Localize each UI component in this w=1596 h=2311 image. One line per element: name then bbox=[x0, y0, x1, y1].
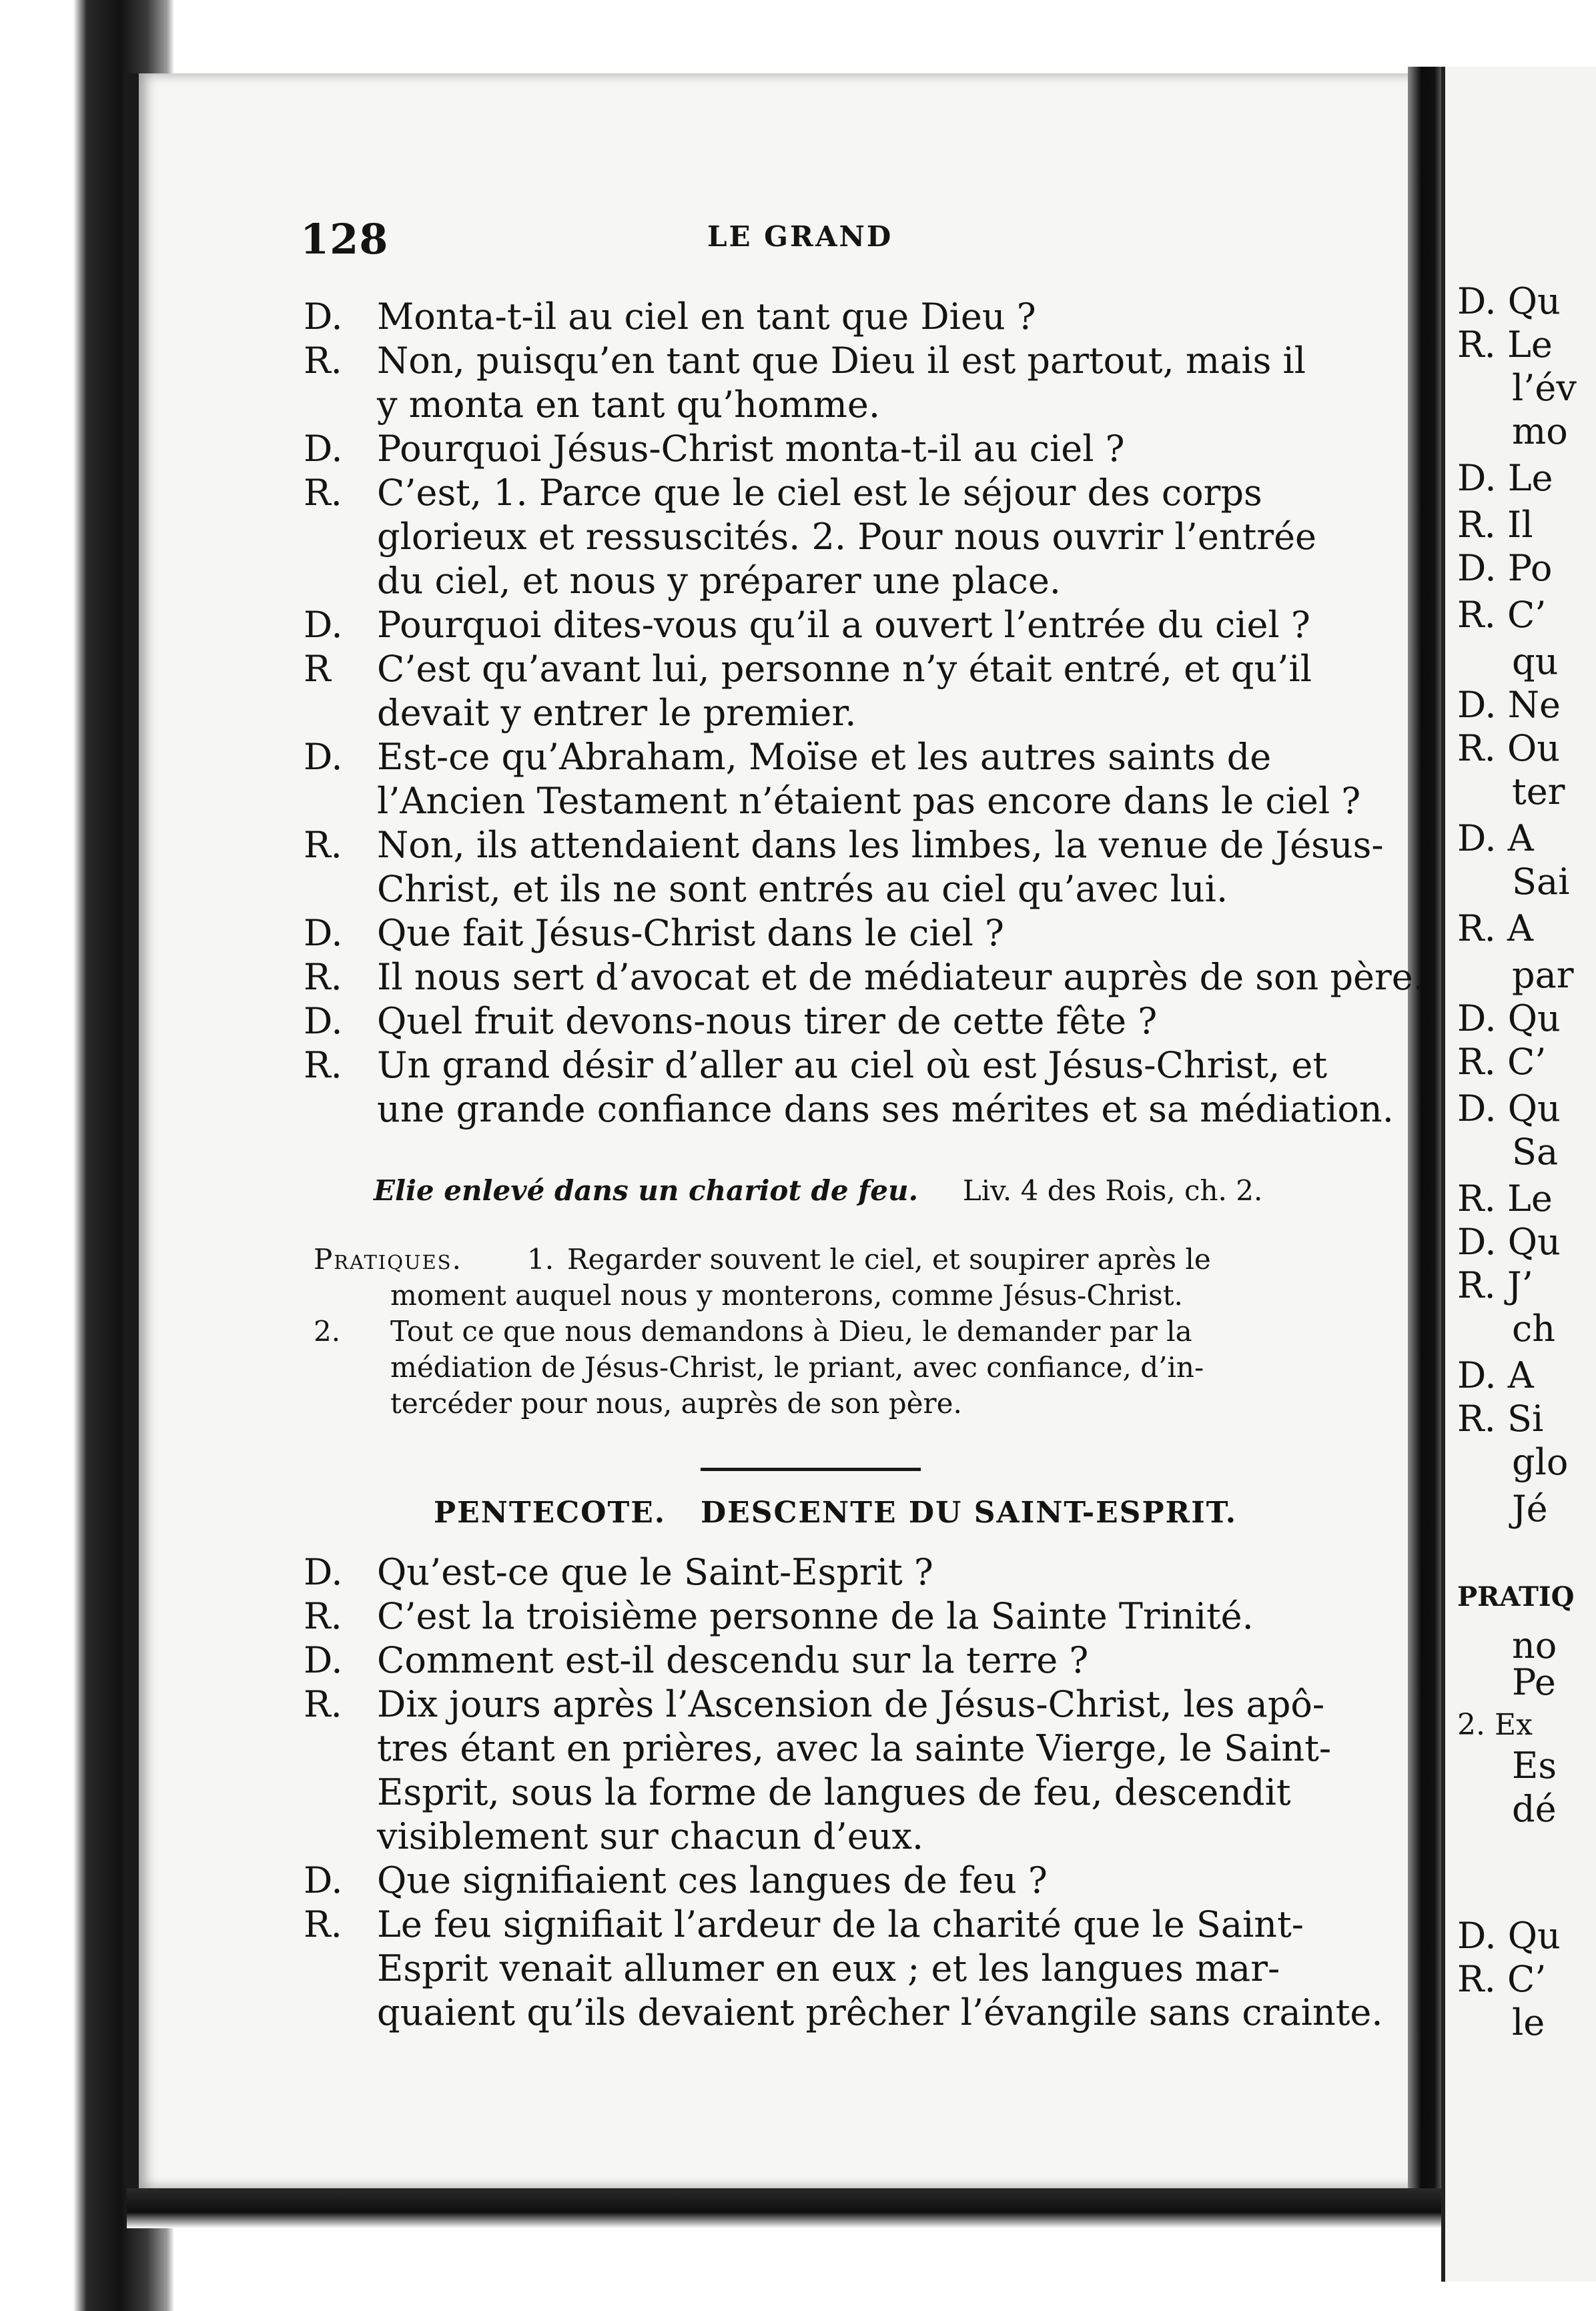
qa-entry bbox=[304, 1681, 1324, 1728]
speaker-tag: D. bbox=[304, 296, 343, 338]
qa-entry bbox=[304, 954, 1425, 1001]
pratique-continuation: médiation de Jésus-Christ, le priant, avec confiance, d’in- bbox=[390, 1351, 1204, 1384]
speaker-tag: D. bbox=[304, 1000, 343, 1042]
book-gutter bbox=[1408, 67, 1441, 2228]
speaker-tag: R. bbox=[304, 1595, 342, 1637]
entry-continuation: visiblement sur chacun d’eux. bbox=[377, 1815, 924, 1857]
facing-page-text: R. C’ bbox=[1457, 1041, 1547, 1083]
speaker-tag: D. bbox=[304, 1551, 343, 1593]
entry-text: Pourquoi dites-vous qu’il a ouvert l’entrée du ciel ? bbox=[377, 604, 1310, 646]
section-heading: PENTECOTE. DESCENTE DU SAINT-ESPRIT. bbox=[434, 1496, 1238, 1530]
page-number: 128 bbox=[300, 215, 389, 264]
qa-entry bbox=[304, 1901, 1304, 1948]
facing-page-text: R. C’ bbox=[1457, 594, 1547, 636]
speaker-tag: D. bbox=[304, 1639, 343, 1681]
qa-entry bbox=[304, 998, 1157, 1045]
qa-entry bbox=[304, 822, 1384, 869]
entry-text: Le feu signifiait l’ardeur de la charité que le Saint- bbox=[377, 1903, 1304, 1945]
illustration-reference: Liv. 4 des Rois, ch. 2. bbox=[962, 1174, 1263, 1207]
qa-entry bbox=[304, 602, 1310, 648]
facing-page-fragment bbox=[1441, 67, 1596, 2282]
facing-page-text: D. A bbox=[1457, 1354, 1534, 1396]
entry-continuation: quaient qu’ils devaient prêcher l’évangile sans crainte. bbox=[377, 1991, 1383, 2033]
entry-text: Que fait Jésus-Christ dans le ciel ? bbox=[377, 912, 1004, 954]
qa-entry bbox=[304, 1593, 1254, 1640]
qa-entry bbox=[304, 338, 1306, 384]
entry-text: C’est la troisième personne de la Sainte Trinité. bbox=[377, 1595, 1254, 1637]
speaker-tag: R. bbox=[304, 340, 342, 382]
entry-text: Que signifiaient ces langues de feu ? bbox=[377, 1859, 1048, 1901]
facing-page-text: l’év bbox=[1512, 367, 1577, 409]
qa-entry bbox=[304, 294, 1036, 340]
pratiques-label: Pratiques. bbox=[314, 1243, 462, 1276]
speaker-tag: R. bbox=[304, 956, 342, 998]
facing-page-text: R. Il bbox=[1457, 504, 1533, 546]
entry-continuation: y monta en tant qu’homme. bbox=[377, 384, 880, 426]
facing-page-text: Sai bbox=[1512, 861, 1570, 903]
entry-continuation: Esprit venait allumer en eux ; et les langues mar- bbox=[377, 1947, 1280, 1989]
running-header bbox=[300, 215, 1288, 264]
entry-text: Monta-t-il au ciel en tant que Dieu ? bbox=[377, 296, 1036, 338]
facing-page-text: R. J’ bbox=[1457, 1264, 1533, 1306]
entry-continuation: l’Ancien Testament n’étaient pas encore dans le ciel ? bbox=[377, 780, 1361, 822]
qa-entry bbox=[304, 646, 1312, 692]
facing-page-text: D. Qu bbox=[1457, 1087, 1561, 1129]
qa-entry bbox=[304, 1857, 1048, 1904]
entry-text: Un grand désir d’aller au ciel où est Jésus-Christ, et bbox=[377, 1044, 1328, 1086]
pratique-continuation: moment auquel nous y monterons, comme Jésus-Christ. bbox=[390, 1279, 1183, 1312]
entry-text: Est-ce qu’Abraham, Moïse et les autres saints de bbox=[377, 736, 1272, 778]
pratique-text: Tout ce que nous demandons à Dieu, le demander par la bbox=[390, 1315, 1192, 1348]
entry-text: Non, ils attendaient dans les limbes, la venue de Jésus- bbox=[377, 824, 1384, 866]
entry-text: Non, puisqu’en tant que Dieu il est partout, mais il bbox=[377, 340, 1306, 382]
qa-entry bbox=[304, 470, 1262, 516]
facing-page-text: D. A bbox=[1457, 817, 1534, 859]
facing-page-text: R. Le bbox=[1457, 1178, 1553, 1220]
entry-text: Dix jours après l’Ascension de Jésus-Christ, les apô- bbox=[377, 1683, 1325, 1725]
facing-page-text: 2. Ex bbox=[1457, 1708, 1533, 1742]
illustration-note bbox=[374, 1174, 1262, 1207]
speaker-tag: R. bbox=[304, 1903, 342, 1945]
facing-page-text: Pe bbox=[1512, 1661, 1556, 1703]
entry-text: Comment est-il descendu sur la terre ? bbox=[377, 1639, 1089, 1681]
facing-page-text: D. Le bbox=[1457, 457, 1553, 499]
facing-page-text: Sa bbox=[1512, 1131, 1559, 1173]
facing-page-text: qu bbox=[1512, 640, 1559, 682]
entry-text: Il nous sert d’avocat et de médiateur auprès de son père. bbox=[377, 956, 1425, 998]
entry-text: C’est, 1. Parce que le ciel est le séjour des corps bbox=[377, 472, 1262, 514]
pratique-number: 2. bbox=[314, 1315, 341, 1348]
page-bottom-shadow bbox=[127, 2188, 1441, 2228]
facing-page-text: D. Ne bbox=[1457, 684, 1561, 726]
qa-entry bbox=[304, 426, 1125, 472]
speaker-tag: D. bbox=[304, 428, 343, 470]
speaker-tag: R. bbox=[304, 824, 342, 866]
speaker-tag: R. bbox=[304, 1683, 342, 1725]
entry-continuation: devait y entrer le premier. bbox=[377, 692, 857, 734]
facing-page-text: D. Qu bbox=[1457, 1915, 1561, 1957]
facing-page-text: Jé bbox=[1512, 1488, 1548, 1530]
entry-continuation: tres étant en prières, avec la sainte Vierge, le Saint- bbox=[377, 1727, 1332, 1769]
facing-page-text: D. Qu bbox=[1457, 280, 1561, 322]
speaker-tag: R. bbox=[304, 472, 342, 514]
pratique-item bbox=[314, 1241, 1211, 1278]
facing-page-text: Es bbox=[1512, 1745, 1557, 1787]
entry-text: C’est qu’avant lui, personne n’y était entré, et qu’il bbox=[377, 648, 1312, 690]
facing-page-text: le bbox=[1512, 2001, 1545, 2043]
facing-page-text: ter bbox=[1512, 771, 1565, 813]
speaker-tag: D. bbox=[304, 604, 343, 646]
facing-page-text: R. C’ bbox=[1457, 1958, 1547, 2000]
qa-entry bbox=[304, 1042, 1327, 1089]
entry-text: Quel fruit devons-nous tirer de cette fête ? bbox=[377, 1000, 1158, 1042]
facing-page-text: R. Si bbox=[1457, 1398, 1544, 1440]
facing-page-text: R. Ou bbox=[1457, 727, 1561, 769]
facing-page-text: D. Po bbox=[1457, 547, 1553, 589]
speaker-tag: R bbox=[304, 648, 331, 690]
facing-page-text: no bbox=[1512, 1625, 1557, 1667]
facing-page-text: D. Qu bbox=[1457, 1221, 1561, 1263]
entry-continuation: du ciel, et nous y préparer une place. bbox=[377, 560, 1061, 602]
facing-page-text: PRATIQ bbox=[1457, 1581, 1575, 1612]
pratique-item bbox=[314, 1313, 1192, 1350]
facing-page-text: glo bbox=[1512, 1441, 1569, 1483]
illustration-caption: Elie enlevé dans un chariot de feu. bbox=[374, 1174, 919, 1207]
facing-page-text: par bbox=[1512, 954, 1574, 996]
speaker-tag: R. bbox=[304, 1044, 342, 1086]
entry-continuation: Esprit, sous la forme de langues de feu, descendit bbox=[377, 1771, 1291, 1813]
section-divider bbox=[701, 1468, 921, 1471]
speaker-tag: D. bbox=[304, 736, 343, 778]
pratique-continuation: tercéder pour nous, auprès de son père. bbox=[390, 1387, 962, 1420]
entry-text: Qu’est-ce que le Saint-Esprit ? bbox=[377, 1551, 933, 1593]
entry-continuation: Christ, et ils ne sont entrés au ciel qu’avec lui. bbox=[377, 868, 1228, 910]
entry-continuation: glorieux et ressuscités. 2. Pour nous ouvrir l’entrée bbox=[377, 516, 1317, 558]
entry-continuation: une grande confiance dans ses mérites et sa médiation. bbox=[377, 1088, 1394, 1130]
facing-page-text: R. Le bbox=[1457, 324, 1553, 366]
facing-page-text: mo bbox=[1512, 410, 1568, 452]
facing-page-text: R. A bbox=[1457, 907, 1533, 949]
qa-entry bbox=[304, 910, 1004, 957]
qa-entry bbox=[304, 1637, 1088, 1684]
qa-entry bbox=[304, 1549, 933, 1596]
facing-page-text: dé bbox=[1512, 1788, 1557, 1830]
speaker-tag: D. bbox=[304, 912, 343, 954]
pratique-number: 1. bbox=[527, 1243, 554, 1276]
qa-entry bbox=[304, 734, 1271, 781]
running-title: LE GRAND bbox=[707, 220, 893, 253]
facing-page-text: ch bbox=[1512, 1308, 1556, 1350]
pratique-text: Regarder souvent le ciel, et soupirer après le bbox=[567, 1243, 1211, 1276]
facing-page-text: D. Qu bbox=[1457, 997, 1561, 1039]
speaker-tag: D. bbox=[304, 1859, 343, 1901]
entry-text: Pourquoi Jésus-Christ monta-t-il au ciel ? bbox=[377, 428, 1125, 470]
